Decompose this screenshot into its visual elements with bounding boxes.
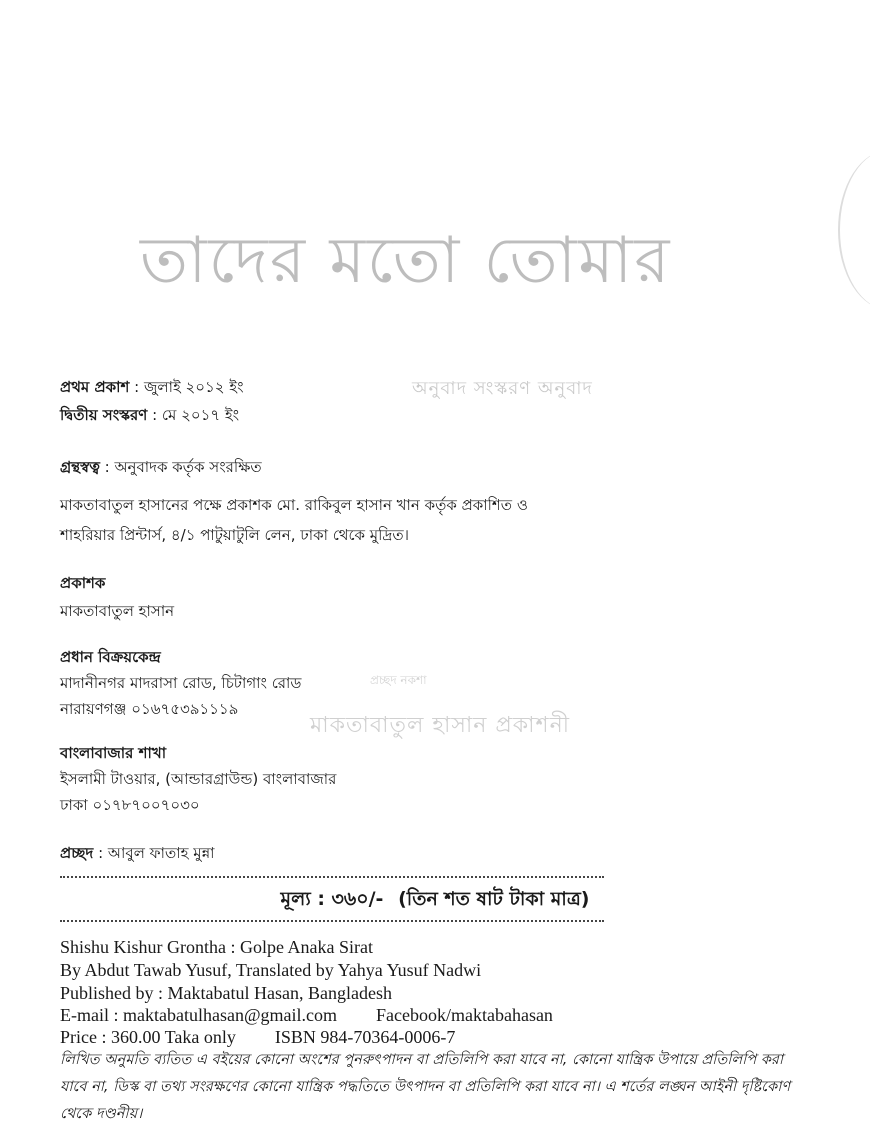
branch-label: বাংলাবাজার শাখা	[60, 744, 167, 762]
imprint-line-2: শাহরিয়ার প্রিন্টার্স, ৪/১ পাটুয়াটুলি লেন, ঢাকা থেকে মুদ্রিত।	[60, 526, 410, 544]
second-edition-value: : মে ২০১৭ ইং	[152, 406, 240, 424]
english-price: Price : 360.00 Taka only	[60, 1027, 236, 1047]
english-author: By Abdut Tawab Yusuf, Translated by Yahya Yusuf Nadwi	[60, 960, 482, 980]
first-edition-value: : জুলাই ২০১২ ইং	[134, 378, 244, 396]
price-words: (তিন শত ষাট টাকা মাত্র)	[398, 888, 590, 910]
cover-label: প্রচ্ছদ	[60, 844, 94, 862]
cover-value: : আবুল ফাতাহ মুন্না	[98, 844, 215, 862]
show-through-publisher: মাকতাবাতুল হাসান প্রকাশনী	[310, 713, 571, 738]
cover-credit	[60, 842, 214, 867]
main-sales-label: প্রধান বিক্রয়কেন্দ্র	[60, 648, 161, 666]
price-label: মূল্য : ৩৬০/-	[280, 888, 384, 910]
isbn: ISBN 984-70364-0006-7	[274, 1027, 456, 1047]
email: E-mail : maktabatulhasan@gmail.com	[60, 1005, 337, 1025]
english-publisher: Published by : Maktabatul Hasan, Bangladesh	[60, 983, 392, 1003]
second-edition	[60, 404, 239, 429]
english-price-isbn	[60, 1027, 455, 1048]
branch-phone: ঢাকা ০১৭৮৭০০৭০৩০	[60, 796, 200, 814]
page-curl-shadow	[838, 150, 870, 310]
dotted-divider-bottom	[60, 920, 604, 922]
copyright-line	[60, 456, 262, 481]
main-sales-address: মাদানীনগর মাদরাসা রোড, চিটাগাং রোড	[60, 674, 302, 692]
show-through-subtitle: অনুবাদ সংস্করণ অনুবাদ	[412, 378, 593, 399]
first-edition	[60, 376, 244, 401]
dotted-divider-top	[60, 876, 604, 878]
english-contact	[60, 1005, 553, 1026]
price-banner	[0, 885, 870, 917]
main-sales-phone: নারায়ণগঞ্জ ০১৬৭৫৩৯১১১৯	[60, 700, 239, 718]
copyright-label: গ্রন্থস্বত্ব	[60, 458, 100, 476]
publisher-label: প্রকাশক	[60, 574, 106, 592]
show-through-small-text: প্রচ্ছদ নকশা	[370, 673, 427, 687]
reproduction-notice: লিখিত অনুমতি ব্যতিত এ বইয়ের কোনো অংশের পুনরুৎপাদন বা প্রতিলিপি করা যাবে না, কোনো যান্ত্রিক উপায়ে প্রতিলিপি করা যাবে না, ডিস্ক বা তথ্য সংরক্ষণের কোনো যান্ত্রিক পদ্ধতিতে উৎপাদন বা প্রতিলিপি করা যাবে না। এ শর্তের লঙ্ঘন আইনী দৃষ্টিকোণ থেকে দণ্ডনীয়।	[60, 1052, 791, 1122]
first-edition-label: প্রথম প্রকাশ	[60, 378, 130, 396]
copyright-value: : অনুবাদক কর্তৃক সংরক্ষিত	[104, 458, 262, 476]
show-through-title: তাদের মতো তোমার	[140, 224, 672, 298]
facebook: Facebook/maktabahasan	[376, 1005, 553, 1025]
imprint-line-1: মাকতাবাতুল হাসানের পক্ষে প্রকাশক মো. রাকিবুল হাসান খান কর্তৃক প্রকাশিত ও	[60, 496, 528, 514]
second-edition-label: দ্বিতীয় সংস্করণ	[60, 406, 148, 424]
branch-address: ইসলামী টাওয়ার, (আন্ডারগ্রাউন্ড) বাংলাবাজার	[60, 770, 337, 788]
english-title: Shishu Kishur Grontha : Golpe Anaka Sirat	[60, 937, 373, 957]
publisher-name: মাকতাবাতুল হাসান	[60, 602, 175, 620]
